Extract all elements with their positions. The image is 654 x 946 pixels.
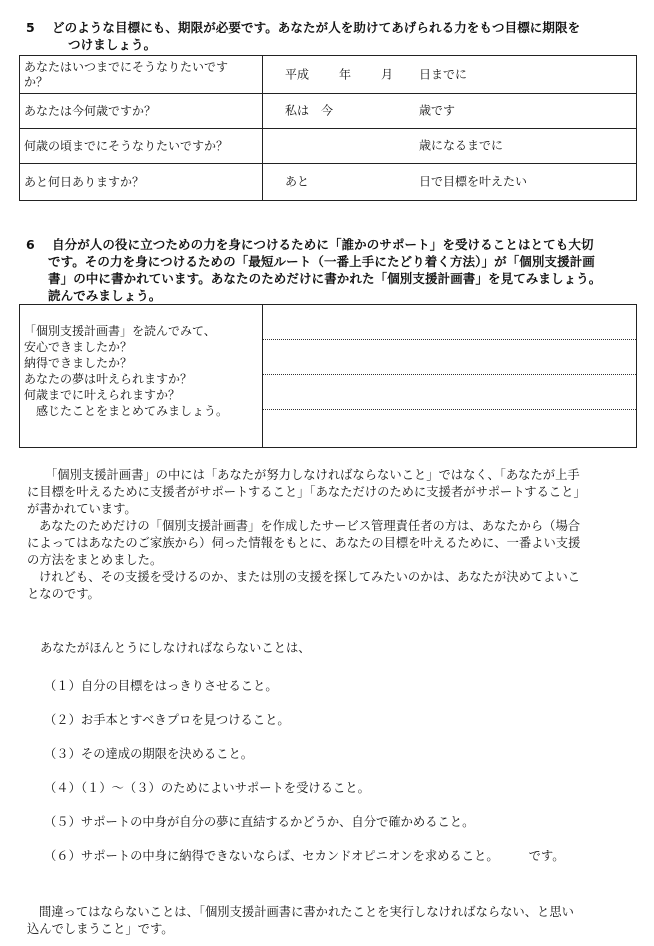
paragraph-line: 「個別支援計画書」の中には「あなたが努力しなければならないこと」ではなく、「あなたが上手: [45, 468, 580, 482]
prompt-line: 「個別支援計画書」を読んでみて、: [24, 324, 216, 338]
answer-cell[interactable]: [263, 56, 637, 94]
answer-label: 私は 今: [285, 103, 334, 118]
question-text: か？: [24, 74, 49, 89]
question-text: 何歳の頃までにそうなりたいですか？: [24, 138, 229, 153]
question-cell: [20, 164, 263, 201]
table-row: [20, 56, 637, 94]
closing-paragraph: [27, 904, 642, 938]
question-cell: [20, 94, 263, 129]
todo-list: [44, 678, 644, 882]
write-area[interactable]: [263, 305, 637, 448]
section-6-title: [26, 236, 646, 304]
list-lead: [40, 640, 640, 657]
answer-label: 月: [381, 67, 394, 81]
answer-label: 歳です: [419, 103, 456, 118]
paragraph-line: けれども、その支援を受けるのか、または別の支援を探してみたいのかは、あなたが決めてよいこ: [39, 570, 581, 584]
paragraph-line: によってはあなたのご家族から）伺った情報をもとに、あなたの目標を叶えるために、一番よい支援: [27, 536, 581, 550]
paragraph-line: あなたのためだけの「個別支援計画書」を作成したサービス管理責任者の方は、あなたから（場合: [39, 519, 581, 533]
paragraph-line: に目標を叶えるために支援者がサポートすること」「あなただけのために支援者がサポートすること」: [27, 485, 586, 499]
prompt-line: 納得できましたか？: [24, 356, 133, 370]
section-5-title-line2: つけましょう。: [68, 37, 157, 52]
support-plan-table: [19, 304, 637, 448]
list-item: （５）サポートの中身が自分の夢に直結するかどうか、自分で確かめること。: [44, 815, 475, 829]
table-row: [20, 129, 637, 164]
answer-label: 日までに: [419, 67, 468, 81]
answer-label: あと: [285, 174, 310, 189]
list-item: （１）自分の目標をはっきりさせること。: [44, 679, 278, 693]
prompt-line: 安心できましたか？: [24, 340, 133, 354]
answer-label: 日で目標を叶えたい: [419, 174, 528, 189]
question-text: あと何日ありますか？: [24, 174, 145, 189]
question-cell: [20, 56, 263, 94]
write-line[interactable]: [263, 375, 636, 410]
paragraph-line: の方法をまとめました。: [27, 553, 163, 567]
section-6-title-line3: 書」の中に書かれています。あなたのためだけに書かれた「個別支援計画書」を見てみましょう。: [48, 271, 602, 286]
explanation-paragraphs: [27, 467, 642, 603]
section-6-title-line2: です。その力を身につけるための「最短ルート（一番上手にたどり着く方法）」が「個別支援計画: [48, 254, 595, 269]
answer-label: 平成: [285, 67, 310, 81]
section-6-title-line4: 読んでみましょう。: [48, 288, 162, 303]
prompt-line: あなたの夢は叶えられますか？: [24, 372, 193, 386]
lead-text: あなたがほんとうにしなければならないことは、: [40, 641, 311, 655]
prompt-line: 感じたことをまとめてみましょう。: [24, 404, 229, 418]
section-6-number: 6: [26, 237, 35, 252]
list-item: （４）（１）～（３）のためによいサポートを受けること。: [44, 781, 370, 795]
table-row: [20, 94, 637, 129]
paragraph-line: が書かれています。: [27, 502, 137, 516]
write-line[interactable]: [263, 410, 636, 445]
answer-cell[interactable]: [263, 129, 637, 164]
list-item: （３）その達成の期限を決めること。: [44, 747, 254, 761]
question-text: あなたはいつまでにそうなりたいです: [24, 59, 229, 74]
list-item: （２）お手本とすべきプロを見つけること。: [44, 713, 290, 727]
paragraph-line: 込んでしまうこと」です。: [27, 922, 174, 936]
section-5-title: [26, 19, 646, 53]
section-6-title-line1: 自分が人の役に立つための力を身につけるために「誰かのサポート」を受けることはとても大切: [52, 237, 594, 252]
list-item-suffix: です。: [528, 849, 565, 863]
answer-cell[interactable]: [263, 164, 637, 201]
question-cell: [20, 129, 263, 164]
section-5-title-line1: どのような目標にも、期限が必要です。あなたが人を助けてあげられる力をもつ目標に期限を: [52, 20, 581, 35]
prompt-line: 何歳までに叶えられますか？: [24, 388, 181, 402]
question-text: あなたは今何歳ですか？: [24, 103, 157, 118]
table-row: [20, 164, 637, 201]
prompt-cell: [20, 305, 263, 448]
answer-label: 年: [339, 67, 352, 81]
answer-cell[interactable]: [263, 94, 637, 129]
section-5-number: 5: [26, 20, 35, 35]
list-item: （６）サポートの中身に納得できないならば、セカンドオピニオンを求めること。 です。: [44, 849, 565, 863]
write-line[interactable]: [263, 340, 636, 375]
paragraph-line: となのです。: [27, 587, 100, 601]
write-line[interactable]: [263, 305, 636, 340]
paragraph-line: 間違ってはならないことは、「個別支援計画書に書かれたことを実行しなければならない、と思い: [39, 905, 574, 919]
deadline-table: [19, 55, 637, 201]
table-row: [20, 305, 637, 448]
answer-label: 歳になるまでに: [419, 138, 504, 153]
